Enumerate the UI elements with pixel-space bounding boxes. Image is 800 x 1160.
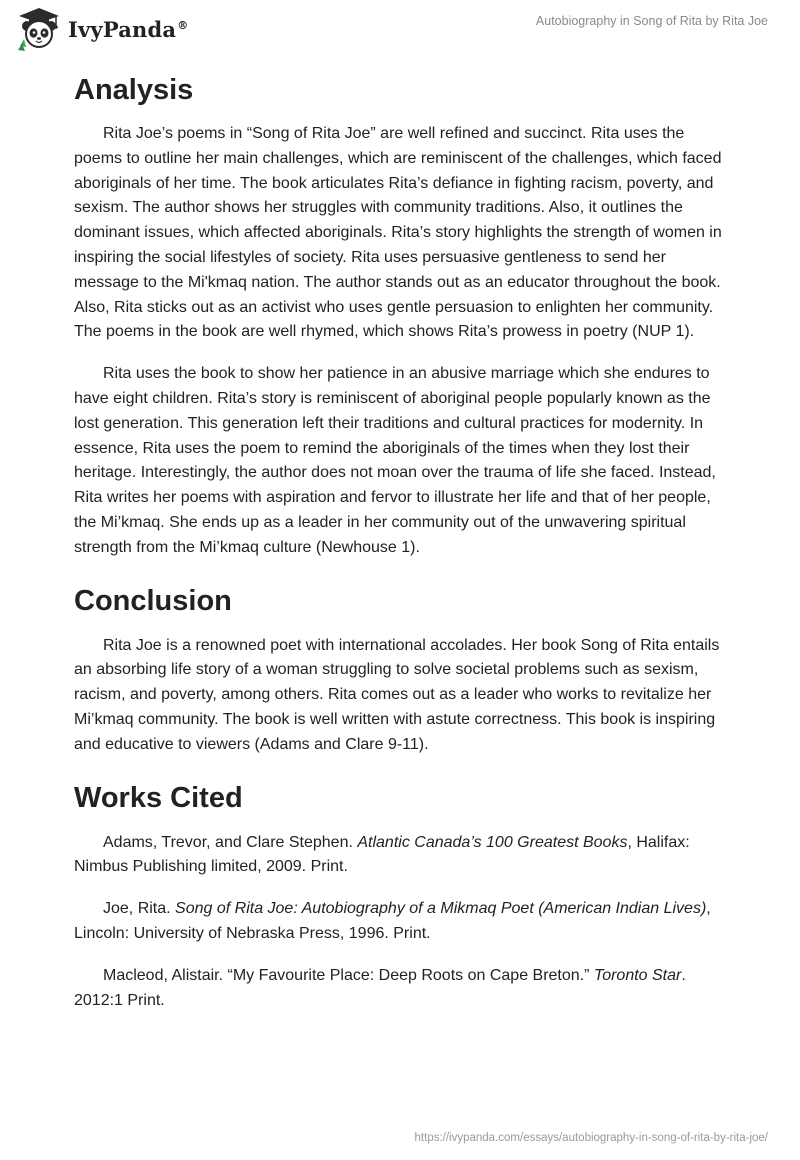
analysis-paragraph-2: Rita uses the book to show her patience in an abusive marriage which she endures to have eight children. Rita’s story is reminiscent of aboriginal people popularly known as the lost generation. This generation left their traditions and cultural practices for modernity. In essence, Rita uses the poem to remind the aboriginals of the times when they lost their heritage. Interestingly, the author does not moan over the trauma of life she faced. Instead, Rita writes her poems with aspiration and fervor to illustrate her life and that of her people, the Mi’kmaq. She ends up as a leader in her community out of the unwavering spiritual strength from the Mi’kmaq culture (Newhouse 1).: [74, 365, 716, 556]
heading-conclusion: Conclusion: [74, 584, 232, 617]
citation-entry: Adams, Trevor, and Clare Stephen. Atlantic Canada’s 100 Greatest Books, Halifax: Nimbus Publishing limited, 2009. Print.: [74, 833, 690, 876]
analysis-paragraph-1: Rita Joe’s poems in “Song of Rita Joe” are well refined and succinct. Rita uses the poems to outline her main challenges, which are reminiscent of the challenges, which faced aboriginals of her time. The book articulates Rita’s defiance in fighting racism, poverty, and sexism. The author shows her struggles with community traditions. Also, it outlines the dominant issues, which affected aboriginals. Rita’s story highlights the strength of women in inspiring the social lifestyles of society. Rita uses persuasive gentleness to send her message to the Mi'kmaq nation. The author stands out as an educator throughout the book. Also, Rita sticks out as an activist who uses gentle persuasion to enlighten her community. The poems in the book are well rhymed, which shows Rita’s prowess in poetry (NUP 1).: [74, 125, 722, 341]
source-url-link[interactable]: https://ivypanda.com/essays/autobiography-in-song-of-rita-by-rita-joe/: [414, 1132, 768, 1144]
ivypanda-logo[interactable]: [16, 6, 188, 52]
heading-analysis: Analysis: [74, 74, 194, 106]
citation-title: Song of Rita Joe: Autobiography of a Mikmaq Poet (American Indian Lives): [175, 900, 707, 918]
panda-graduate-icon: [16, 6, 62, 52]
conclusion-paragraph: Rita Joe is a renowned poet with international accolades. Her book Song of Rita entails an absorbing life story of a woman struggling to solve societal problems such as sexism, racism, and poverty, among others. Rita comes out as a leader who works to revitalize her Mi’kmaq community. The book is well written with astute correctness. This book is inspiring and educative to viewers (Adams and Clare 9-11).: [74, 636, 720, 753]
document-title: Autobiography in Song of Rita by Rita Joe: [535, 14, 768, 28]
citation-entry: Joe, Rita. Song of Rita Joe: Autobiography of a Mikmaq Poet (American Indian Lives), Lincoln: University of Nebraska Press, 1996. Print.: [74, 900, 711, 942]
citation-title: Atlantic Canada’s 100 Greatest Books: [357, 833, 628, 851]
registered-mark: ®: [177, 18, 189, 32]
heading-works-cited: Works Cited: [74, 781, 243, 814]
page-header: [0, 0, 800, 62]
essay-body: [74, 70, 724, 1013]
citation-title: Toronto Star: [593, 966, 682, 984]
citation-entry: Macleod, Alistair. “My Favourite Place: Deep Roots on Cape Breton.” Toronto Star. 2012:1 Print.: [74, 966, 686, 1009]
brand-name: IvyPanda®: [68, 16, 189, 42]
